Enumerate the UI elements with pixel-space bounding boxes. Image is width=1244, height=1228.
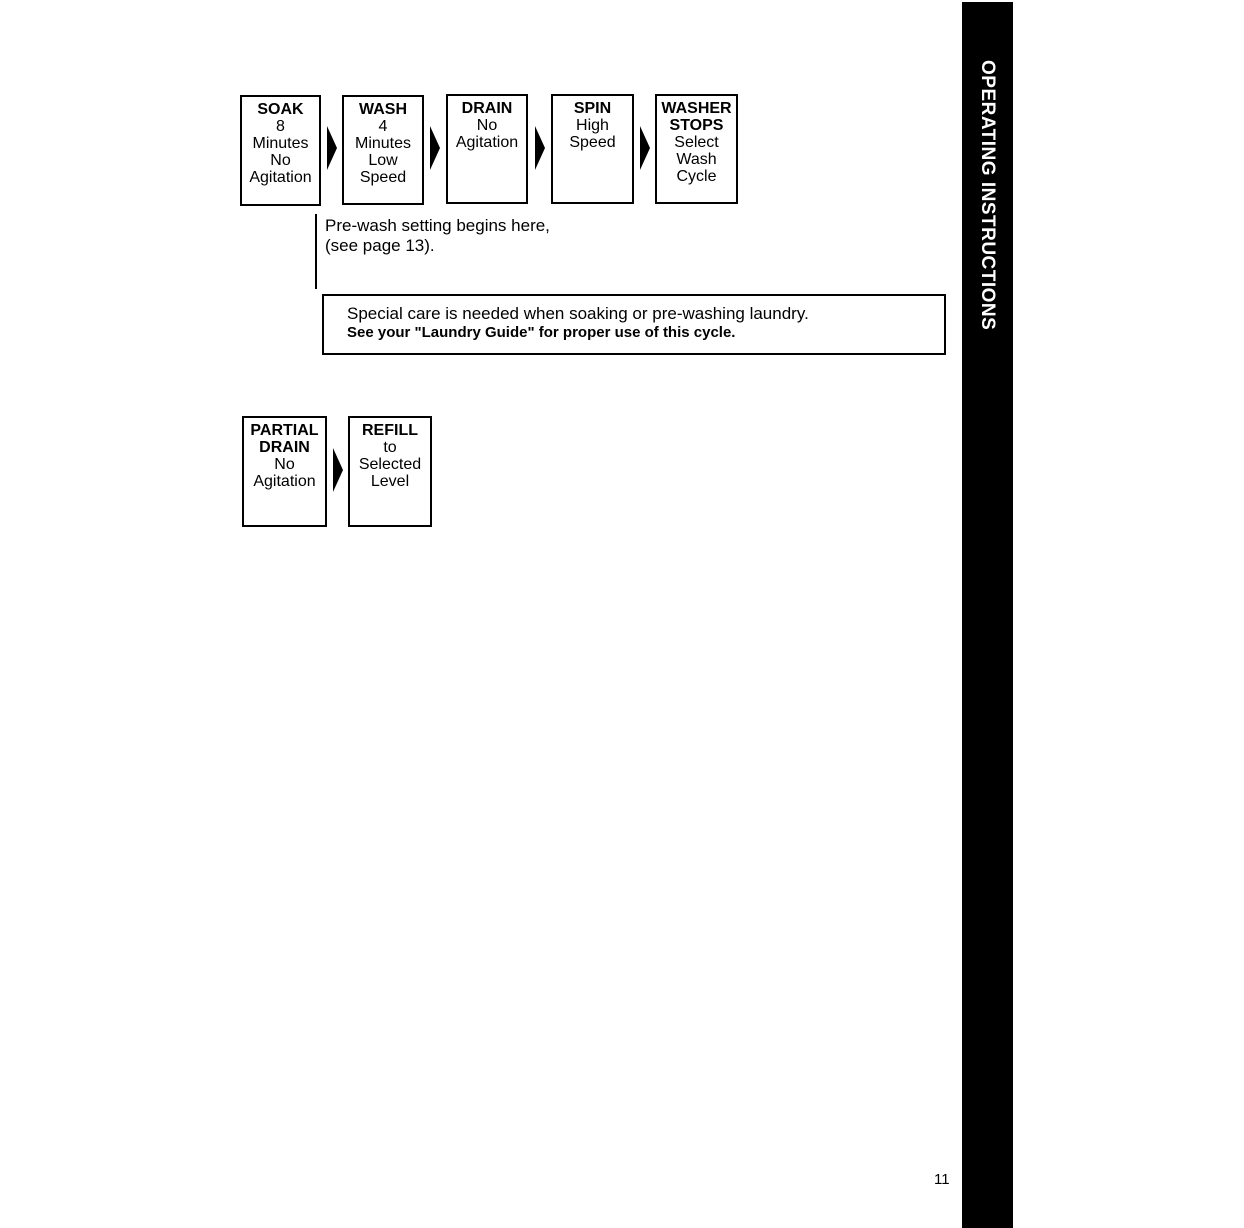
step-drain-line: No (476, 117, 498, 134)
step-soak-line: Minutes (252, 135, 309, 152)
step-washer-stops-line: Select (674, 134, 719, 151)
step-washer-stops (655, 94, 738, 204)
step-partial-drain-title: PARTIAL (250, 422, 319, 439)
step-spin-line: Speed (569, 134, 616, 151)
step-washer-stops-title: STOPS (669, 117, 724, 134)
step-wash (342, 95, 424, 205)
flow-arrow-icon (324, 118, 338, 178)
step-spin-title: SPIN (573, 100, 612, 117)
step-refill-line: Level (370, 473, 410, 490)
step-soak-line: Agitation (249, 169, 312, 186)
caution-notice-bold-text: See your "Laundry Guide" for proper use of this cycle. (347, 324, 736, 341)
pre-wash-note-line2: (see page 13). (325, 236, 435, 255)
flow-arrow-icon (330, 440, 344, 500)
step-washer-stops-line: Wash (676, 151, 717, 168)
step-partial-drain-line: Agitation (253, 473, 316, 490)
step-refill-line: Selected (358, 456, 422, 473)
step-partial-drain (242, 416, 327, 527)
step-refill (348, 416, 432, 527)
step-wash-title: WASH (359, 101, 407, 118)
step-washer-stops-line: Cycle (676, 168, 717, 185)
step-refill-title: REFILL (362, 422, 418, 439)
pre-wash-note-line1: Pre-wash setting begins here, (325, 216, 550, 235)
step-refill-line: to (383, 439, 397, 456)
step-partial-drain-line: No (274, 456, 295, 473)
step-wash-line: Speed (359, 169, 407, 186)
step-washer-stops-title: WASHER (661, 100, 732, 117)
step-drain-line: Agitation (455, 134, 519, 151)
step-wash-line: Low (368, 152, 398, 169)
section-side-tab-label: OPERATING INSTRUCTIONS (977, 60, 998, 331)
caution-notice (322, 294, 946, 355)
caution-notice-text: Special care is needed when soaking or pre-washing laundry. (347, 304, 809, 323)
flow-arrow-icon (637, 118, 651, 178)
step-spin (551, 94, 634, 204)
page-number: 11 (934, 1171, 950, 1188)
step-soak-line: No (270, 152, 291, 169)
pre-wash-note (325, 216, 550, 256)
step-soak-line: 8 (276, 118, 285, 135)
step-drain-title: DRAIN (461, 100, 513, 117)
flow-arrow-icon (532, 118, 546, 178)
step-soak (240, 95, 321, 206)
flow-arrow-icon (427, 118, 441, 178)
pre-wash-marker-line (315, 214, 317, 289)
step-wash-line: 4 (378, 118, 388, 135)
step-soak-title: SOAK (257, 101, 304, 118)
step-spin-line: High (576, 117, 609, 134)
step-wash-line: Minutes (354, 135, 412, 152)
step-drain (446, 94, 528, 204)
step-partial-drain-title: DRAIN (259, 439, 310, 456)
